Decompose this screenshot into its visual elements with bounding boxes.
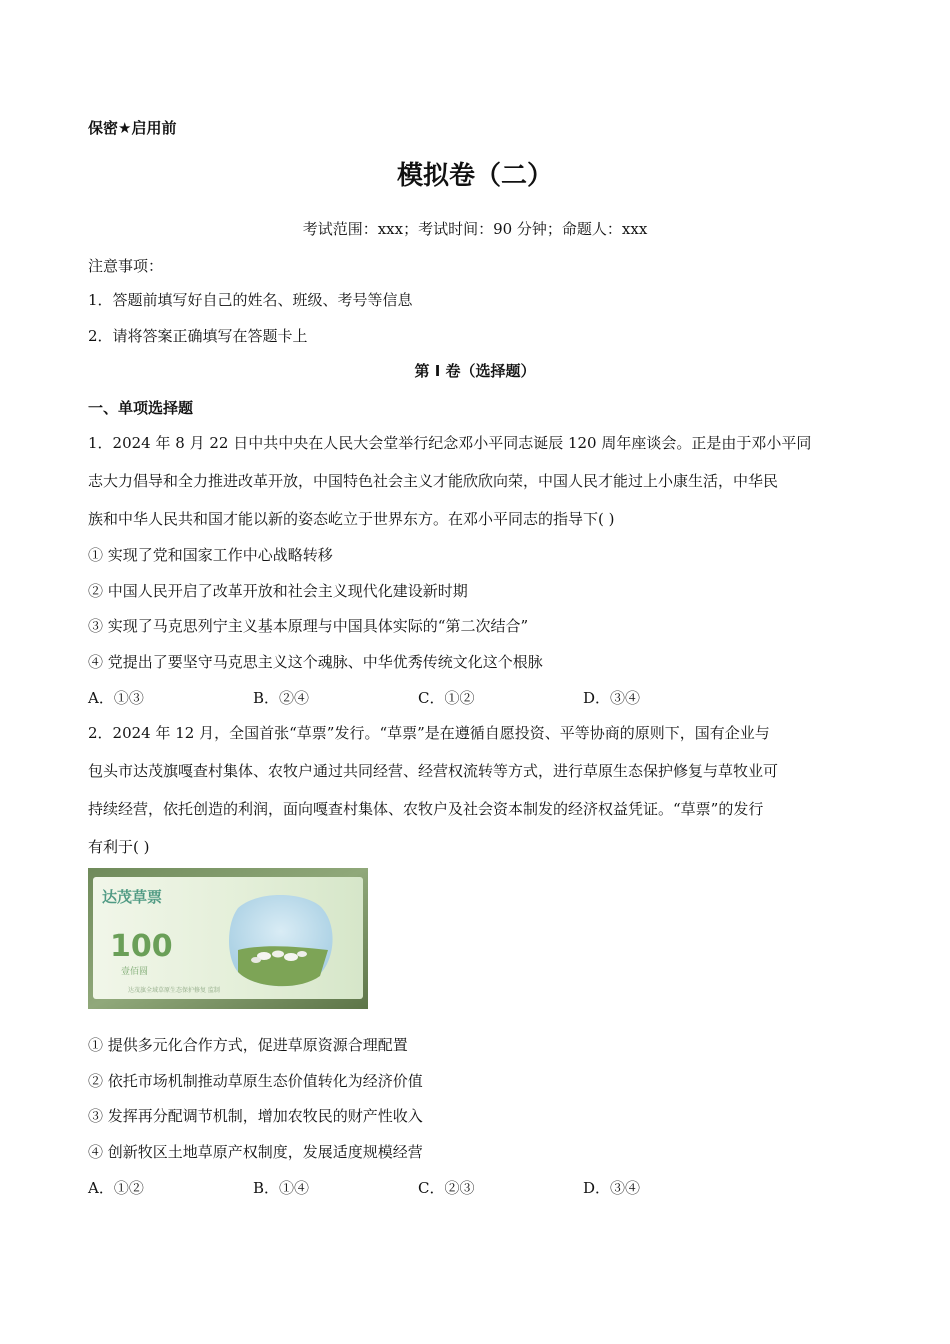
question-2-stem-line: 包头市达茂旗嘎查村集体、农牧户通过共同经营、经营权流转等方式，进行草原生态保护修复与草牧业可 <box>88 762 779 780</box>
question-2-statement: ③ 发挥再分配调节机制，增加农牧民的财产性收入 <box>88 1107 423 1125</box>
section-title: 第 I 卷（选择题） <box>414 362 536 380</box>
grass-ticket-photo <box>88 868 368 1009</box>
question-2-option-d[interactable]: D．③④ <box>583 1179 641 1197</box>
question-1-option-a[interactable]: A．①③ <box>88 689 144 707</box>
question-1-stem-line: 1．2024 年 8 月 22 日中共中央在人民大会堂举行纪念邓小平同志诞辰 120 周年座谈会。正是由于邓小平同 <box>88 434 812 452</box>
note-item: 1．答题前填写好自己的姓名、班级、考号等信息 <box>88 291 413 309</box>
question-1-statement: ② 中国人民开启了改革开放和社会主义现代化建设新时期 <box>88 582 468 600</box>
question-2-option-b[interactable]: B．①④ <box>253 1179 310 1197</box>
question-2-stem-line: 2．2024 年 12 月，全国首张“草票”发行。“草票”是在遵循自愿投资、平等协商的原则下，国有企业与 <box>88 724 770 742</box>
question-2-statement: ① 提供多元化合作方式，促进草原资源合理配置 <box>88 1036 408 1054</box>
ticket-value: 100 <box>110 929 173 964</box>
confidential-label: 保密★启用前 <box>88 119 177 137</box>
question-2-option-a[interactable]: A．①② <box>88 1179 144 1197</box>
ticket-fine-print: 达茂旗全域草原生态保护修复 监制 <box>128 987 220 994</box>
note-item: 2．请将答案正确填写在答题卡上 <box>88 327 308 345</box>
question-1-option-d[interactable]: D．③④ <box>583 689 641 707</box>
exam-info: 考试范围：xxx；考试时间：90 分钟；命题人：xxx <box>302 220 648 238</box>
question-1-option-c[interactable]: C．①② <box>418 689 475 707</box>
question-1-statement: ④ 党提出了要坚守马克思主义这个魂脉、中华优秀传统文化这个根脉 <box>88 653 543 671</box>
part-title: 一、单项选择题 <box>88 399 194 417</box>
ticket-banner: 达茂草票 <box>102 888 163 906</box>
question-1-statement: ① 实现了党和国家工作中心战略转移 <box>88 546 333 564</box>
page-title: 模拟卷（二） <box>396 161 553 191</box>
ticket-unit: 壹佰圆 <box>121 967 149 977</box>
question-2-statement: ④ 创新牧区土地草原产权制度，发展适度规模经营 <box>88 1143 423 1161</box>
question-1-stem-line: 志大力倡导和全力推进改革开放，中国特色社会主义才能欣欣向荣，中国人民才能过上小康生活，中华民 <box>88 472 779 490</box>
question-2-stem-line: 持续经营，依托创造的利润，面向嘎查村集体、农牧户及社会资本制发的经济权益凭证。“草票”的发行 <box>88 800 764 818</box>
question-1-option-b[interactable]: B．②④ <box>253 689 310 707</box>
question-2-statement: ② 依托市场机制推动草原生态价值转化为经济价值 <box>88 1072 423 1090</box>
question-2-option-c[interactable]: C．②③ <box>418 1179 475 1197</box>
question-2-stem-line: 有利于( ) <box>88 838 150 856</box>
notes-heading: 注意事项： <box>88 257 164 275</box>
question-1-statement: ③ 实现了马克思列宁主义基本原理与中国具体实际的“第二次结合” <box>88 617 529 635</box>
question-1-stem-line: 族和中华人民共和国才能以新的姿态屹立于世界东方。在邓小平同志的指导下( ) <box>88 510 615 528</box>
